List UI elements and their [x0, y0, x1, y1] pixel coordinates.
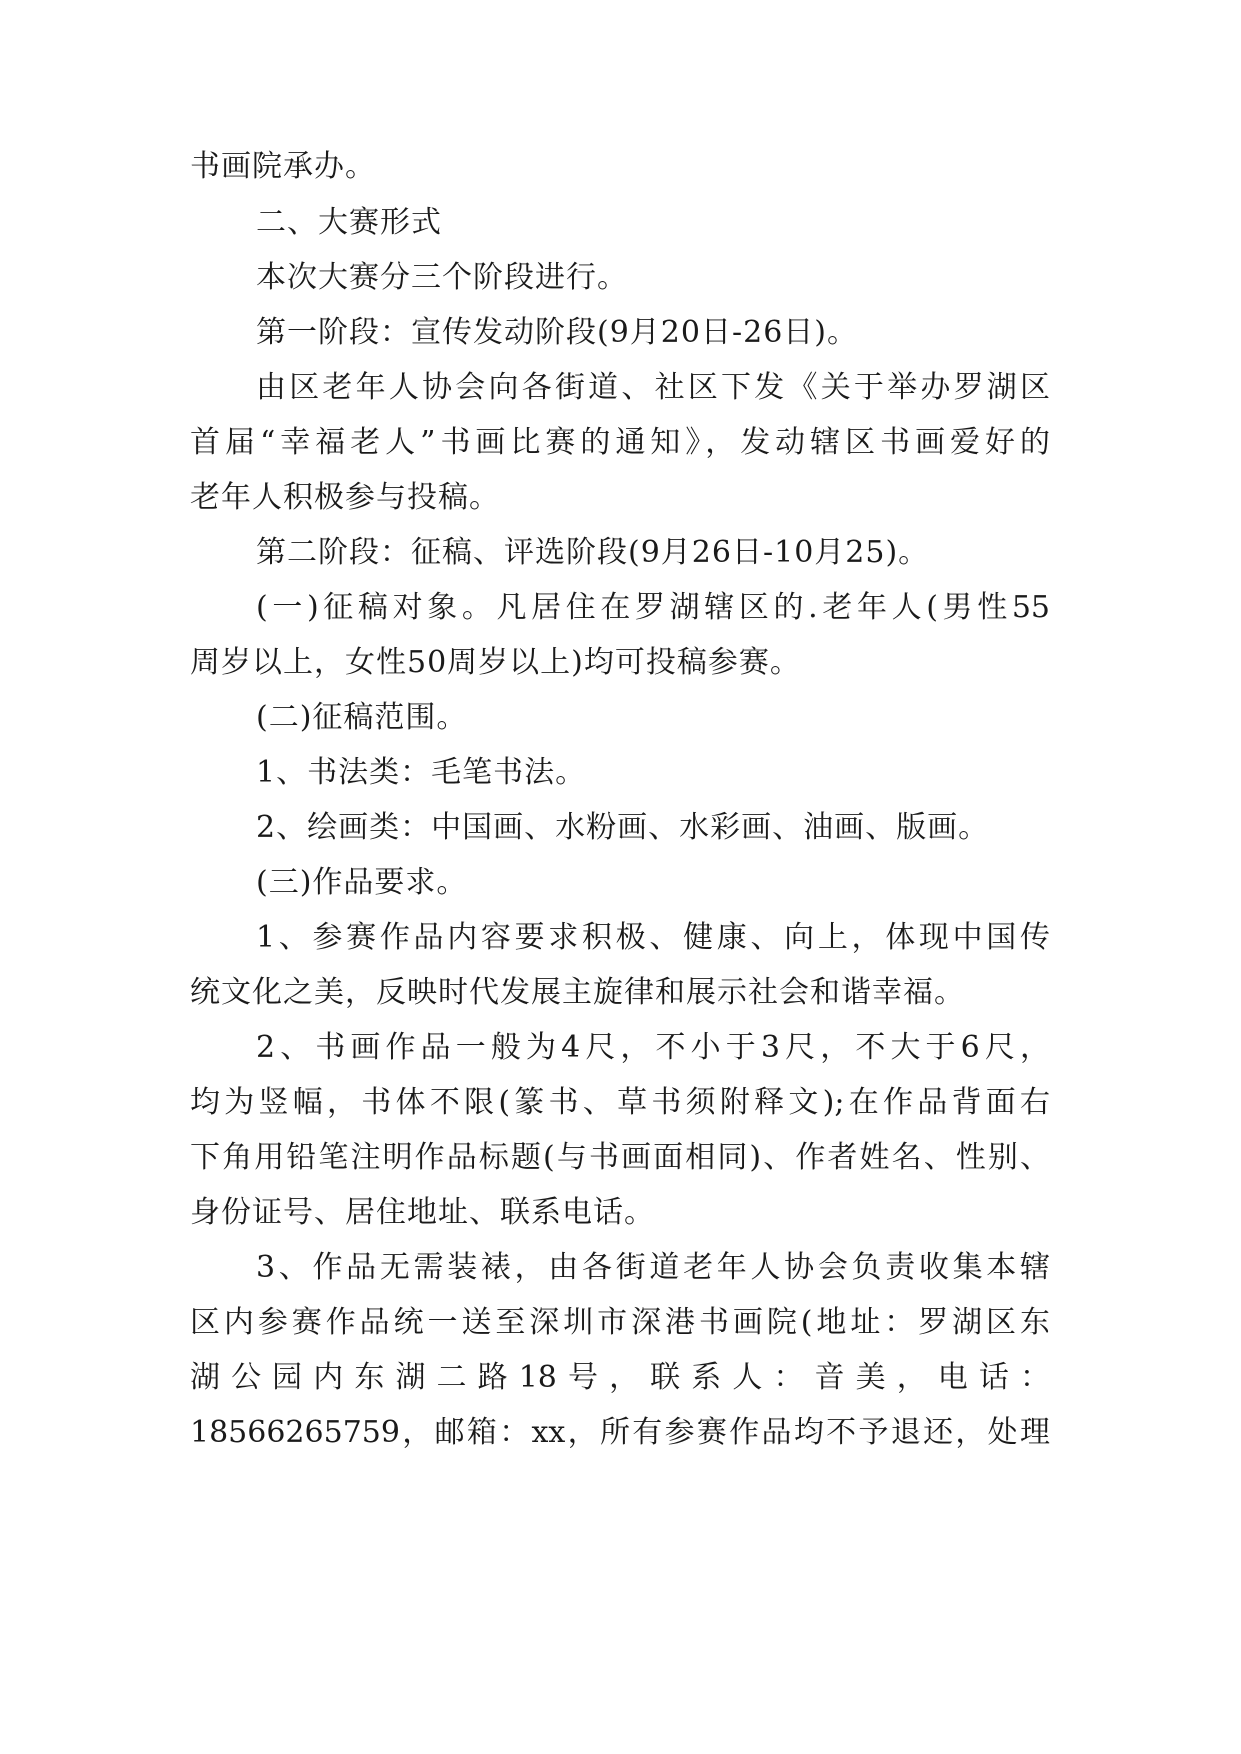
text-line: 老年人积极参与投稿。 — [190, 480, 500, 515]
text-line: 下角用铅笔注明作品标题(与书画面相同)、作者姓名、性别、 — [190, 1140, 1050, 1175]
text-line: 第二阶段：征稿、评选阶段(9月26日-10月25)。 — [256, 535, 930, 570]
text-line: 由区老年人协会向各街道、社区下发《关于举办罗湖区 — [256, 370, 1050, 405]
text-line: 周岁以上，女性50周岁以上)均可投稿参赛。 — [190, 645, 801, 680]
text-line: (二)征稿范围。 — [256, 700, 468, 735]
text-line: 均为竖幅，书体不限(篆书、草书须附释文);在作品背面右 — [190, 1085, 1050, 1120]
text-line: 湖公园内东湖二路18号，联系人：音美，电话： — [190, 1360, 1050, 1395]
text-line: 2、书画作品一般为4尺，不小于3尺，不大于6尺， — [256, 1030, 1050, 1065]
text-line: 区内参赛作品统一送至深圳市深港书画院(地址：罗湖区东 — [190, 1305, 1050, 1340]
text-line: 1、书法类：毛笔书法。 — [256, 755, 587, 790]
text-line: 书画院承办。 — [190, 149, 376, 184]
text-line: 首届“幸福老人”书画比赛的通知》，发动辖区书画爱好的 — [190, 425, 1050, 460]
text-line: 身份证号、居住地址、联系电话。 — [190, 1195, 655, 1230]
text-line: 本次大赛分三个阶段进行。 — [256, 260, 628, 295]
text-line: 2、绘画类：中国画、水粉画、水彩画、油画、版画。 — [256, 810, 990, 845]
text-line: 1、参赛作品内容要求积极、健康、向上，体现中国传 — [256, 920, 1050, 955]
text-line: (三)作品要求。 — [256, 865, 468, 900]
text-line: 18566265759，邮箱：xx，所有参赛作品均不予退还，处理 — [190, 1415, 1050, 1450]
text-line: 第一阶段：宣传发动阶段(9月20日-26日)。 — [256, 315, 858, 350]
section-heading: 二、大赛形式 — [256, 205, 442, 240]
text-line: (一)征稿对象。凡居住在罗湖辖区的.老年人(男性55 — [256, 590, 1050, 625]
text-line: 3、作品无需装裱，由各街道老年人协会负责收集本辖 — [256, 1250, 1050, 1285]
text-line: 统文化之美，反映时代发展主旋律和展示社会和谐幸福。 — [190, 975, 965, 1010]
